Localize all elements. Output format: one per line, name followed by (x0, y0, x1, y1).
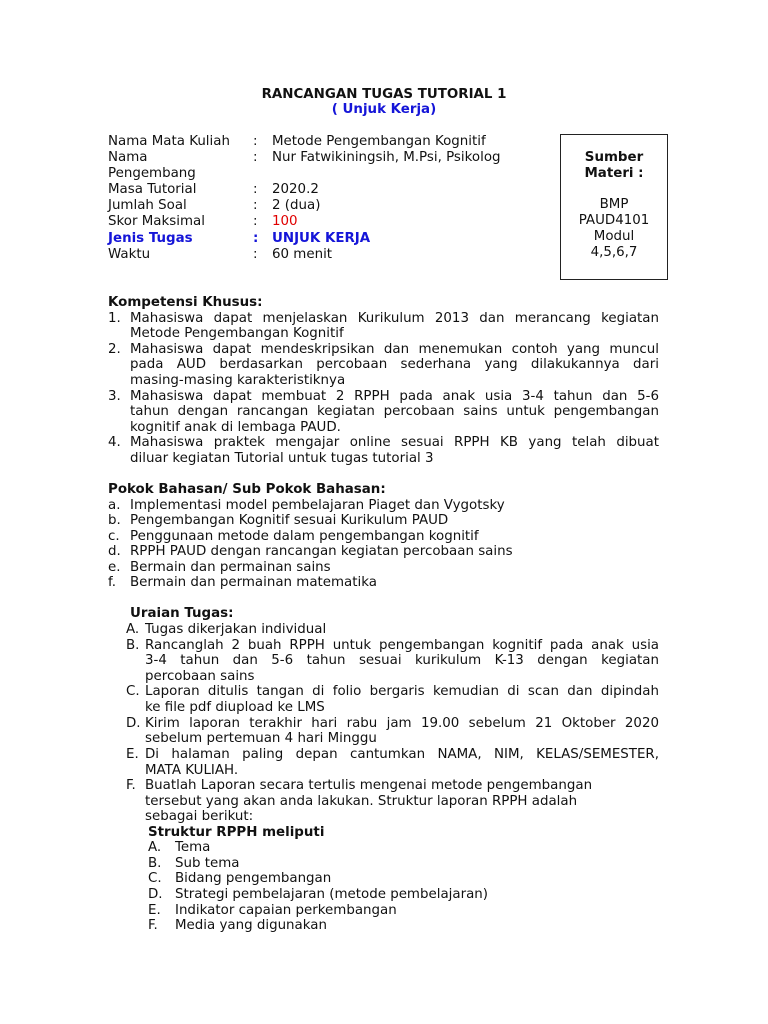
source-line: 4,5,6,7 (590, 245, 638, 260)
struktur-item-text: Bidang pengembangan (175, 871, 332, 886)
struktur-item-text: Indikator capaian perkembangan (175, 903, 397, 918)
info-sep: : (253, 231, 259, 246)
list-marker: 2. (108, 342, 121, 357)
kompetensi-item-text: Metode Pengembangan Kognitif (130, 326, 344, 341)
info-value-skor-maksimal: 100 (272, 214, 298, 229)
info-label-mata-kuliah: Nama Mata Kuliah (108, 134, 230, 149)
list-marker: F. (126, 778, 136, 793)
info-sep: : (253, 214, 258, 229)
info-label-masa-tutorial: Masa Tutorial (108, 182, 197, 197)
source-heading: Sumber (584, 150, 644, 165)
info-sep: : (253, 134, 258, 149)
pokok-item-text: Penggunaan metode dalam pengembangan kognitif (130, 529, 479, 544)
list-marker: E. (126, 747, 139, 762)
info-value-mata-kuliah: Metode Pengembangan Kognitif (272, 134, 486, 149)
list-marker: B. (148, 856, 162, 871)
list-marker: e. (108, 560, 121, 575)
source-line: PAUD4101 (578, 213, 650, 228)
kompetensi-item-text: masing-masing karakteristiknya (130, 373, 346, 388)
info-sep: : (253, 150, 258, 165)
list-marker: d. (108, 544, 121, 559)
pokok-item-text: RPPH PAUD dengan rancangan kegiatan percobaan sains (130, 544, 513, 559)
uraian-item-text: sebagai berikut: (145, 809, 254, 824)
struktur-item-text: Tema (175, 840, 211, 855)
list-marker: 3. (108, 389, 121, 404)
kompetensi-item-text: diluar kegiatan Tutorial untuk tugas tutorial 3 (130, 451, 434, 466)
info-label-jumlah-soal: Jumlah Soal (108, 198, 187, 213)
list-marker: A. (126, 622, 140, 637)
source-heading: Materi : (584, 166, 644, 181)
list-marker: D. (148, 887, 163, 902)
pokok-item-text: Bermain dan permainan sains (130, 560, 331, 575)
info-sep: : (253, 247, 258, 262)
info-label-pengembang: Pengembang (108, 166, 196, 181)
list-marker: C. (148, 871, 162, 886)
source-line: Modul (593, 229, 635, 244)
pokok-heading: Pokok Bahasan/ Sub Pokok Bahasan: (108, 482, 386, 497)
uraian-item-text: Buatlah Laporan secara tertulis mengenai metode pengembangan (145, 778, 593, 793)
list-marker: 1. (108, 311, 121, 326)
kompetensi-item-text: Mahasiswa dapat mendeskripsikan dan menemukan contoh yang muncul (130, 342, 659, 357)
uraian-item-text: Laporan ditulis tangan di folio bergaris kemudian di scan dan dipindah (145, 684, 659, 699)
list-marker: D. (126, 716, 141, 731)
list-marker: a. (108, 498, 121, 513)
list-marker: A. (148, 840, 162, 855)
struktur-heading: Struktur RPPH meliputi (148, 825, 325, 840)
list-marker: C. (126, 684, 140, 699)
pokok-item-text: Implementasi model pembelajaran Piaget dan Vygotsky (130, 498, 505, 513)
info-label-jenis-tugas: Jenis Tugas (108, 231, 193, 246)
uraian-item-text: Di halaman paling depan cantumkan NAMA, NIM, KELAS/SEMESTER, (145, 747, 659, 762)
list-marker: f. (108, 575, 116, 590)
list-marker: b. (108, 513, 121, 528)
uraian-item-text: ke file pdf diupload ke LMS (145, 700, 325, 715)
document-subtitle: ( Unjuk Kerja) (331, 102, 437, 117)
source-materials-box (560, 134, 668, 280)
pokok-item-text: Bermain dan permainan matematika (130, 575, 377, 590)
uraian-heading: Uraian Tugas: (130, 606, 234, 621)
source-line: BMP (599, 197, 629, 212)
kompetensi-item-text: tahun dengan rancangan kegiatan percobaan sains untuk pengembangan (130, 404, 659, 419)
uraian-item-text: MATA KULIAH. (145, 763, 239, 778)
uraian-item-text: percobaan sains (145, 669, 255, 684)
kompetensi-item-text: Mahasiswa dapat membuat 2 RPPH pada anak usia 3-4 tahun dan 5-6 (130, 389, 659, 404)
kompetensi-item-text: pada AUD berdasarkan percobaan sederhana yang dilakukannya dari (130, 357, 659, 372)
list-marker: F. (148, 918, 158, 933)
info-sep: : (253, 182, 258, 197)
info-value-masa-tutorial: 2020.2 (272, 182, 319, 197)
kompetensi-item-text: Mahasiswa dapat menjelaskan Kurikulum 2013 dan merancang kegiatan (130, 311, 659, 326)
struktur-item-text: Strategi pembelajaran (metode pembelajaran) (175, 887, 488, 902)
info-value-nama: Nur Fatwikiningsih, M.Psi, Psikolog (272, 150, 501, 165)
kompetensi-heading: Kompetensi Khusus: (108, 295, 263, 310)
list-marker: B. (126, 638, 140, 653)
uraian-item-text: tersebut yang akan anda lakukan. Struktur laporan RPPH adalah (145, 794, 578, 809)
uraian-item-text: sebelum pertemuan 4 hari Minggu (145, 731, 377, 746)
info-label-waktu: Waktu (108, 247, 151, 262)
document-title: RANCANGAN TUGAS TUTORIAL 1 (261, 87, 507, 102)
uraian-item-text: Tugas dikerjakan individual (145, 622, 327, 637)
pokok-item-text: Pengembangan Kognitif sesuai Kurikulum PAUD (130, 513, 449, 528)
list-marker: c. (108, 529, 120, 544)
kompetensi-item-text: Mahasiswa praktek mengajar online sesuai RPPH KB yang telah dibuat (130, 435, 659, 450)
info-value-jenis-tugas: UNJUK KERJA (272, 231, 371, 246)
info-sep: : (253, 198, 258, 213)
struktur-item-text: Media yang digunakan (175, 918, 327, 933)
info-label-nama: Nama (108, 150, 148, 165)
uraian-item-text: Rancanglah 2 buah RPPH untuk pengembangan kognitif pada anak usia (145, 638, 659, 653)
list-marker: E. (148, 903, 161, 918)
uraian-item-text: Kirim laporan terakhir hari rabu jam 19.00 sebelum 21 Oktober 2020 (145, 716, 659, 731)
info-label-skor-maksimal: Skor Maksimal (108, 214, 205, 229)
uraian-item-text: 3-4 tahun dan 5-6 tahun sesuai kurikulum K-13 dengan kegiatan (145, 653, 659, 668)
info-value-waktu: 60 menit (272, 247, 333, 262)
list-marker: 4. (108, 435, 121, 450)
kompetensi-item-text: kognitif anak di lembaga PAUD. (130, 420, 341, 435)
info-value-jumlah-soal: 2 (dua) (272, 198, 321, 213)
struktur-item-text: Sub tema (175, 856, 240, 871)
